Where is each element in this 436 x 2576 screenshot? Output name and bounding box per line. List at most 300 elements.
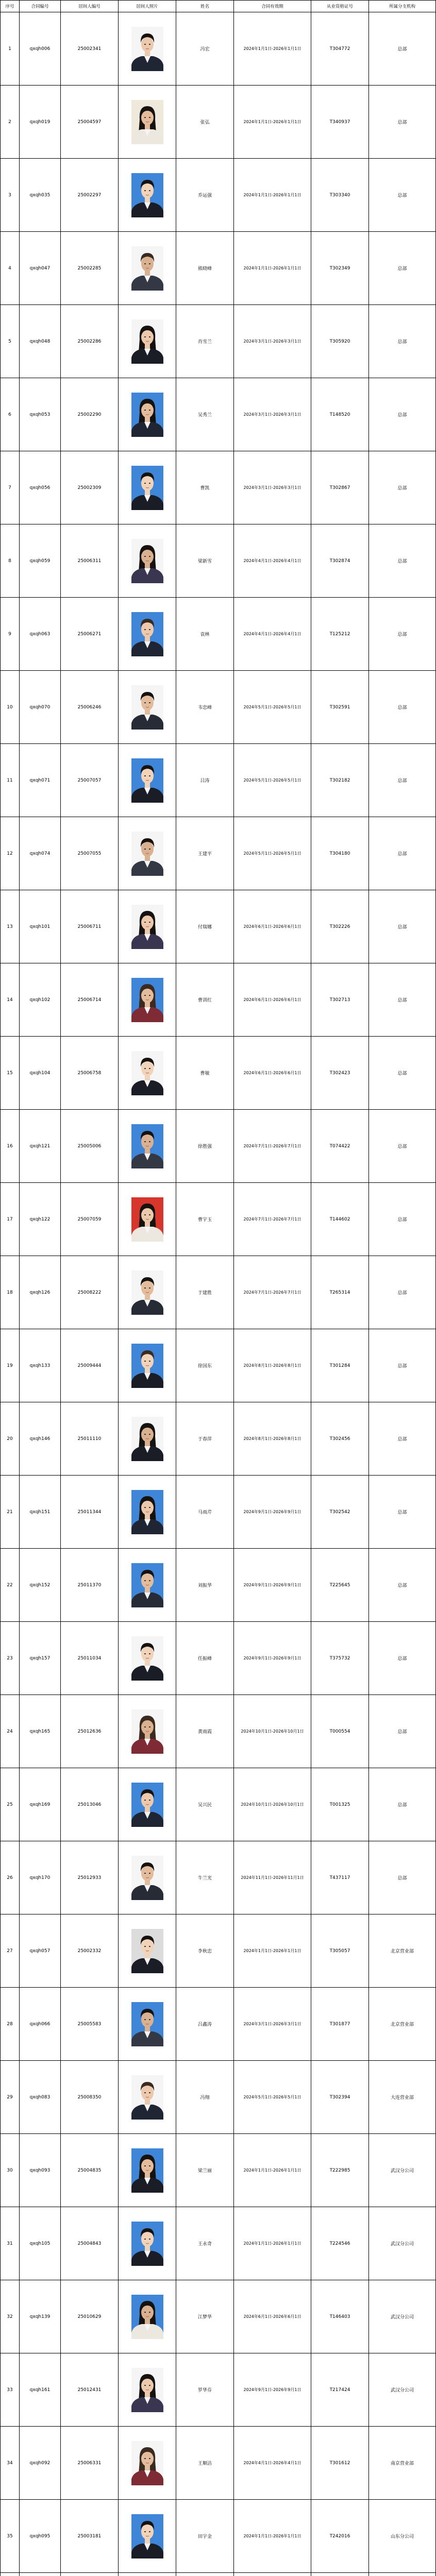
table-body — [0, 12, 436, 2576]
table-row — [0, 451, 436, 524]
contract-no-cell: qxqh070 — [20, 671, 61, 744]
contract-no-cell: qxqh152 — [20, 1549, 61, 1622]
header-period: 合同有效期 — [234, 0, 311, 12]
seq-cell: 5 — [0, 305, 20, 378]
contract-no-cell: qxqh101 — [20, 890, 61, 963]
name-cell: 梁兰丽 — [176, 2134, 234, 2207]
contract-no-cell: qxqh071 — [20, 744, 61, 817]
contract-no-cell: qxqh157 — [20, 1622, 61, 1695]
header-cert-no: 从业资格证号 — [311, 0, 369, 12]
broker-photo — [131, 1197, 163, 1242]
cert-no-cell: T305920 — [311, 305, 369, 378]
broker-no-cell: 25002309 — [61, 451, 119, 524]
seq-cell: 18 — [0, 1256, 20, 1329]
photo-cell — [119, 1476, 176, 1549]
contract-no-cell: qxqh006 — [20, 12, 61, 86]
contract-no-cell: qxqh093 — [20, 2134, 61, 2207]
photo-cell — [119, 817, 176, 890]
cert-no-cell: T148520 — [311, 378, 369, 451]
contract-no-cell: qxqh104 — [20, 1037, 61, 1110]
seq-cell: 32 — [0, 2280, 20, 2353]
branch-cell: 武汉分公司 — [369, 2280, 436, 2353]
name-cell: 付瑞娜 — [176, 890, 234, 963]
name-cell: 吴兴民 — [176, 1768, 234, 1841]
period-cell: 2024年3月1日-2026年3月1日 — [234, 305, 311, 378]
cert-no-cell: T242016 — [311, 2500, 369, 2573]
name-cell: 罗华芬 — [176, 2353, 234, 2427]
cert-no-cell: T302591 — [311, 671, 369, 744]
branch-cell: 总部 — [369, 963, 436, 1037]
broker-photo — [131, 2368, 163, 2412]
broker-photo — [131, 2295, 163, 2339]
period-cell: 2024年6月1日-2026年6月1日 — [234, 963, 311, 1037]
branch-cell: 武汉分公司 — [369, 2134, 436, 2207]
period-cell: 2024年5月1日-2026年5月1日 — [234, 817, 311, 890]
contract-no-cell: qxqh161 — [20, 2353, 61, 2427]
branch-cell: 总部 — [369, 1110, 436, 1183]
photo-cell — [119, 2280, 176, 2353]
photo-cell — [119, 1037, 176, 1110]
table-row — [0, 1914, 436, 1988]
photo-cell — [119, 1110, 176, 1183]
photo-cell — [119, 2134, 176, 2207]
table-row — [0, 1183, 436, 1256]
table-row — [0, 1402, 436, 1476]
contract-no-cell: qxqh139 — [20, 2280, 61, 2353]
period-cell: 2024年1月1日-2026年1月1日 — [234, 2500, 311, 2573]
cert-no-cell: T302423 — [311, 1037, 369, 1110]
broker-photo — [131, 1490, 163, 1534]
photo-cell — [119, 2427, 176, 2500]
table-row — [0, 86, 436, 159]
photo-cell — [119, 963, 176, 1037]
period-cell: 2024年1月1日-2026年1月1日 — [234, 159, 311, 232]
period-cell: 2024年4月1日-2026年4月1日 — [234, 598, 311, 671]
cert-no-cell: T340937 — [311, 86, 369, 159]
cert-no-cell: T302456 — [311, 1402, 369, 1476]
broker-photo — [131, 2514, 163, 2558]
broker-photo — [131, 1051, 163, 1095]
period-cell: 2024年9月1日-2026年9月1日 — [234, 1476, 311, 1549]
period-cell: 2024年4月1日-2026年4月1日 — [234, 2427, 311, 2500]
photo-cell — [119, 2353, 176, 2427]
period-cell: 2024年8月1日-2026年8月1日 — [234, 1329, 311, 1402]
broker-photo — [131, 1344, 163, 1388]
table-row — [0, 12, 436, 86]
cert-no-cell: T301612 — [311, 2427, 369, 2500]
cert-no-cell: T302182 — [311, 744, 369, 817]
period-cell: 2024年6月1日-2026年6月1日 — [234, 1037, 311, 1110]
broker-no-cell: 25006271 — [61, 598, 119, 671]
broker-photo — [131, 2002, 163, 2046]
broker-no-cell: 25004597 — [61, 86, 119, 159]
contract-no-cell: qxqh066 — [20, 1988, 61, 2061]
photo-cell — [119, 305, 176, 378]
table-row — [0, 1329, 436, 1402]
period-cell: 2024年7月1日-2026年7月1日 — [234, 1183, 311, 1256]
broker-no-cell: 25006711 — [61, 890, 119, 963]
seq-cell: 30 — [0, 2134, 20, 2207]
broker-no-cell: 25010629 — [61, 2280, 119, 2353]
table-row — [0, 1256, 436, 1329]
contract-no-cell: qxqh169 — [20, 1768, 61, 1841]
period-cell: 2024年10月1日-2026年10月1日 — [234, 1695, 311, 1768]
period-cell — [234, 2573, 311, 2576]
branch-cell: 总部 — [369, 1695, 436, 1768]
cert-no-cell: T375732 — [311, 1622, 369, 1695]
cert-no-cell: T301284 — [311, 1329, 369, 1402]
cert-no-cell: T304180 — [311, 817, 369, 890]
period-cell: 2024年6月1日-2026年6月1日 — [234, 890, 311, 963]
seq-cell: 31 — [0, 2207, 20, 2280]
contract-no-cell: qxqh048 — [20, 305, 61, 378]
photo-cell — [119, 744, 176, 817]
name-cell: 袁林 — [176, 598, 234, 671]
table-row — [0, 2500, 436, 2573]
broker-no-cell: 25003181 — [61, 2500, 119, 2573]
photo-cell — [119, 2500, 176, 2573]
period-cell: 2024年5月1日-2026年5月1日 — [234, 671, 311, 744]
broker-no-cell: 25012636 — [61, 1695, 119, 1768]
name-cell: 韦忠峰 — [176, 671, 234, 744]
cert-no-cell: T265314 — [311, 1256, 369, 1329]
contract-no-cell: qxqh121 — [20, 1110, 61, 1183]
name-cell: 乔运强 — [176, 159, 234, 232]
name-cell: 田宇金 — [176, 2500, 234, 2573]
table-row — [0, 305, 436, 378]
branch-cell: 总部 — [369, 744, 436, 817]
cert-no-cell: T301877 — [311, 1988, 369, 2061]
period-cell: 2024年7月1日-2026年7月1日 — [234, 1110, 311, 1183]
broker-photo — [131, 173, 163, 217]
cert-no-cell: T302867 — [311, 451, 369, 524]
table-row — [0, 1037, 436, 1110]
broker-photo — [131, 1563, 163, 1607]
table-row — [0, 524, 436, 598]
photo-cell — [119, 1329, 176, 1402]
branch-cell: 北京营业部 — [369, 1914, 436, 1988]
period-cell: 2024年3月1日-2026年3月1日 — [234, 378, 311, 451]
broker-photo — [131, 27, 163, 71]
broker-no-cell: 25011344 — [61, 1476, 119, 1549]
cert-no-cell: T224546 — [311, 2207, 369, 2280]
seq-cell: 10 — [0, 671, 20, 744]
broker-photo — [131, 1783, 163, 1827]
seq-cell: 20 — [0, 1402, 20, 1476]
seq-cell: 23 — [0, 1622, 20, 1695]
broker-photo — [131, 1856, 163, 1900]
branch-cell: 总部 — [369, 378, 436, 451]
seq-cell: 25 — [0, 1768, 20, 1841]
branch-cell: 总部 — [369, 1402, 436, 1476]
photo-cell — [119, 232, 176, 305]
cert-no-cell: T146403 — [311, 2280, 369, 2353]
photo-cell — [119, 598, 176, 671]
photo-cell — [119, 1841, 176, 1914]
branch-cell: 总部 — [369, 1037, 436, 1110]
broker-no-cell: 25004835 — [61, 2134, 119, 2207]
photo-cell — [119, 890, 176, 963]
branch-cell: 总部 — [369, 524, 436, 598]
broker-photo — [131, 1709, 163, 1754]
broker-no-cell: 25009444 — [61, 1329, 119, 1402]
name-cell: 曹凯 — [176, 451, 234, 524]
cert-no-cell: T001325 — [311, 1768, 369, 1841]
period-cell: 2024年10月1日-2026年10月1日 — [234, 1768, 311, 1841]
contract-no-cell — [20, 2573, 61, 2576]
contract-no-cell: qxqh019 — [20, 86, 61, 159]
broker-no-cell: 25002285 — [61, 232, 119, 305]
photo-cell — [119, 378, 176, 451]
contract-no-cell: qxqh126 — [20, 1256, 61, 1329]
table-row — [0, 598, 436, 671]
period-cell: 2024年5月1日-2026年5月1日 — [234, 744, 311, 817]
branch-cell: 总部 — [369, 1622, 436, 1695]
seq-cell: 22 — [0, 1549, 20, 1622]
period-cell: 2024年1月1日-2026年1月1日 — [234, 12, 311, 86]
photo-cell — [119, 1549, 176, 1622]
broker-photo — [131, 2441, 163, 2485]
photo-cell — [119, 159, 176, 232]
broker-photo — [131, 539, 163, 583]
name-cell: 曹宇玉 — [176, 1183, 234, 1256]
table-row — [0, 2427, 436, 2500]
photo-cell — [119, 451, 176, 524]
photo-cell — [119, 1183, 176, 1256]
table-row — [0, 671, 436, 744]
contract-no-cell: qxqh053 — [20, 378, 61, 451]
period-cell: 2024年11月1日-2026年11月1日 — [234, 1841, 311, 1914]
branch-cell: 总部 — [369, 1329, 436, 1402]
cert-no-cell: T304772 — [311, 12, 369, 86]
seq-cell: 29 — [0, 2061, 20, 2134]
table-row — [0, 1476, 436, 1549]
period-cell: 2024年1月1日-2026年1月1日 — [234, 1914, 311, 1988]
table-row — [0, 963, 436, 1037]
broker-no-cell: 25006246 — [61, 671, 119, 744]
name-cell: 于建胜 — [176, 1256, 234, 1329]
broker-no-cell — [61, 2573, 119, 2576]
name-cell: 吕涛 — [176, 744, 234, 817]
name-cell: 冯宏 — [176, 12, 234, 86]
period-cell: 2024年9月1日-2026年9月1日 — [234, 1622, 311, 1695]
broker-no-cell: 25012431 — [61, 2353, 119, 2427]
broker-no-cell: 25006758 — [61, 1037, 119, 1110]
name-cell: 曹敏 — [176, 1037, 234, 1110]
broker-photo — [131, 1417, 163, 1461]
table-row — [0, 1622, 436, 1695]
header-name: 姓名 — [176, 0, 234, 12]
photo-cell — [119, 1914, 176, 1988]
table-row — [0, 378, 436, 451]
broker-photo — [131, 905, 163, 949]
header-broker-no: 居间人编号 — [61, 0, 119, 12]
cert-no-cell: T303340 — [311, 159, 369, 232]
header-seq: 序号 — [0, 0, 20, 12]
seq-cell: 2 — [0, 86, 20, 159]
broker-photo — [131, 832, 163, 876]
period-cell: 2024年7月1日-2026年7月1日 — [234, 1256, 311, 1329]
name-cell: 张弘 — [176, 86, 234, 159]
table-row — [0, 1695, 436, 1768]
seq-cell: 24 — [0, 1695, 20, 1768]
branch-cell: 总部 — [369, 1183, 436, 1256]
contract-no-cell: qxqh035 — [20, 159, 61, 232]
table-row — [0, 2134, 436, 2207]
branch-cell: 大连营业部 — [369, 2061, 436, 2134]
photo-cell — [119, 1402, 176, 1476]
branch-cell: 山东分公司 — [369, 2500, 436, 2573]
table-row — [0, 1110, 436, 1183]
contract-no-cell: qxqh151 — [20, 1476, 61, 1549]
broker-no-cell: 25006311 — [61, 524, 119, 598]
seq-cell: 21 — [0, 1476, 20, 1549]
broker-photo — [131, 685, 163, 730]
branch-cell: 总部 — [369, 1476, 436, 1549]
broker-no-cell: 25007059 — [61, 1183, 119, 1256]
period-cell: 2024年9月1日-2026年9月1日 — [234, 2353, 311, 2427]
cert-no-cell: T125212 — [311, 598, 369, 671]
seq-cell: 1 — [0, 12, 20, 86]
contract-no-cell: qxqh056 — [20, 451, 61, 524]
table-row — [0, 2353, 436, 2427]
broker-no-cell: 25011034 — [61, 1622, 119, 1695]
contract-no-cell: qxqh057 — [20, 1914, 61, 1988]
seq-cell: 26 — [0, 1841, 20, 1914]
branch-cell: 总部 — [369, 232, 436, 305]
contract-no-cell: qxqh083 — [20, 2061, 61, 2134]
seq-cell: 12 — [0, 817, 20, 890]
seq-cell: 27 — [0, 1914, 20, 1988]
name-cell: 梁新雪 — [176, 524, 234, 598]
broker-photo — [131, 1929, 163, 1973]
seq-cell: 7 — [0, 451, 20, 524]
name-cell: 曹训红 — [176, 963, 234, 1037]
photo-cell — [119, 1768, 176, 1841]
broker-no-cell: 25013046 — [61, 1768, 119, 1841]
photo-cell — [119, 671, 176, 744]
cert-no-cell: T437117 — [311, 1841, 369, 1914]
seq-cell: 13 — [0, 890, 20, 963]
cert-no-cell: T302226 — [311, 890, 369, 963]
seq-cell: 11 — [0, 744, 20, 817]
contract-no-cell: qxqh102 — [20, 963, 61, 1037]
branch-cell: 总部 — [369, 1549, 436, 1622]
branch-cell: 总部 — [369, 1841, 436, 1914]
branch-cell: 总部 — [369, 12, 436, 86]
broker-no-cell: 25002297 — [61, 159, 119, 232]
contract-no-cell: qxqh146 — [20, 1402, 61, 1476]
name-cell: 吕鑫涛 — [176, 1988, 234, 2061]
broker-photo — [131, 1124, 163, 1168]
branch-cell: 总部 — [369, 451, 436, 524]
name-cell: 王永奇 — [176, 2207, 234, 2280]
broker-no-cell: 25002332 — [61, 1914, 119, 1988]
seq-cell: 3 — [0, 159, 20, 232]
broker-no-cell: 25004843 — [61, 2207, 119, 2280]
seq-cell: 35 — [0, 2500, 20, 2573]
name-cell: 牛兰光 — [176, 1841, 234, 1914]
broker-no-cell: 25012933 — [61, 1841, 119, 1914]
period-cell: 2024年4月1日-2026年4月1日 — [234, 524, 311, 598]
broker-photo — [131, 978, 163, 1022]
broker-no-cell: 25006331 — [61, 2427, 119, 2500]
seq-cell — [0, 2573, 20, 2576]
broker-photo — [131, 2222, 163, 2266]
photo-cell — [119, 2207, 176, 2280]
broker-photo — [131, 393, 163, 437]
cert-no-cell: T144602 — [311, 1183, 369, 1256]
cert-no-cell: T225645 — [311, 1549, 369, 1622]
name-cell: 徐国东 — [176, 1329, 234, 1402]
contract-no-cell: qxqh165 — [20, 1695, 61, 1768]
period-cell: 2024年6月1日-2026年6月1日 — [234, 2280, 311, 2353]
name-cell: 李秋忠 — [176, 1914, 234, 1988]
photo-cell — [119, 86, 176, 159]
broker-photo — [131, 100, 163, 144]
photo-cell — [119, 524, 176, 598]
branch-cell: 北京营业部 — [369, 1988, 436, 2061]
broker-photo — [131, 2075, 163, 2120]
seq-cell: 19 — [0, 1329, 20, 1402]
branch-cell: 总部 — [369, 305, 436, 378]
broker-no-cell: 25011110 — [61, 1402, 119, 1476]
branch-cell: 总部 — [369, 159, 436, 232]
table-row — [0, 2207, 436, 2280]
table-row — [0, 1549, 436, 1622]
contract-no-cell: qxqh095 — [20, 2500, 61, 2573]
header-photo: 居间人照片 — [119, 0, 176, 12]
table-row — [0, 2280, 436, 2353]
photo-cell — [119, 1695, 176, 1768]
contract-no-cell: qxqh092 — [20, 2427, 61, 2500]
broker-no-cell: 25008222 — [61, 1256, 119, 1329]
broker-photo — [131, 1636, 163, 1681]
seq-cell: 6 — [0, 378, 20, 451]
photo-cell — [119, 1256, 176, 1329]
name-cell: 徐胜强 — [176, 1110, 234, 1183]
branch-cell: 总部 — [369, 1256, 436, 1329]
cert-no-cell: T217424 — [311, 2353, 369, 2427]
broker-photo — [131, 319, 163, 364]
contract-no-cell: qxqh059 — [20, 524, 61, 598]
contract-no-cell: qxqh074 — [20, 817, 61, 890]
period-cell: 2024年5月1日-2026年5月1日 — [234, 2061, 311, 2134]
name-cell: 刘振华 — [176, 1549, 234, 1622]
table-row — [0, 1841, 436, 1914]
branch-cell: 武汉分公司 — [369, 2207, 436, 2280]
contract-no-cell: qxqh170 — [20, 1841, 61, 1914]
broker-no-cell: 25005006 — [61, 1110, 119, 1183]
broker-photo — [131, 612, 163, 656]
cert-no-cell: T302394 — [311, 2061, 369, 2134]
broker-photo — [131, 466, 163, 510]
broker-no-cell: 25005583 — [61, 1988, 119, 2061]
name-cell: 于春萍 — [176, 1402, 234, 1476]
broker-no-cell: 25002341 — [61, 12, 119, 86]
name-cell: 熊晓峰 — [176, 232, 234, 305]
contract-no-cell: qxqh105 — [20, 2207, 61, 2280]
cert-no-cell: T302542 — [311, 1476, 369, 1549]
name-cell: 黄雨霞 — [176, 1695, 234, 1768]
broker-photo — [131, 246, 163, 291]
seq-cell: 4 — [0, 232, 20, 305]
name-cell: 马雨芹 — [176, 1476, 234, 1549]
broker-photo — [131, 758, 163, 803]
period-cell: 2024年1月1日-2026年1月1日 — [234, 2207, 311, 2280]
header-contract-no: 合同编号 — [20, 0, 61, 12]
table-row — [0, 890, 436, 963]
